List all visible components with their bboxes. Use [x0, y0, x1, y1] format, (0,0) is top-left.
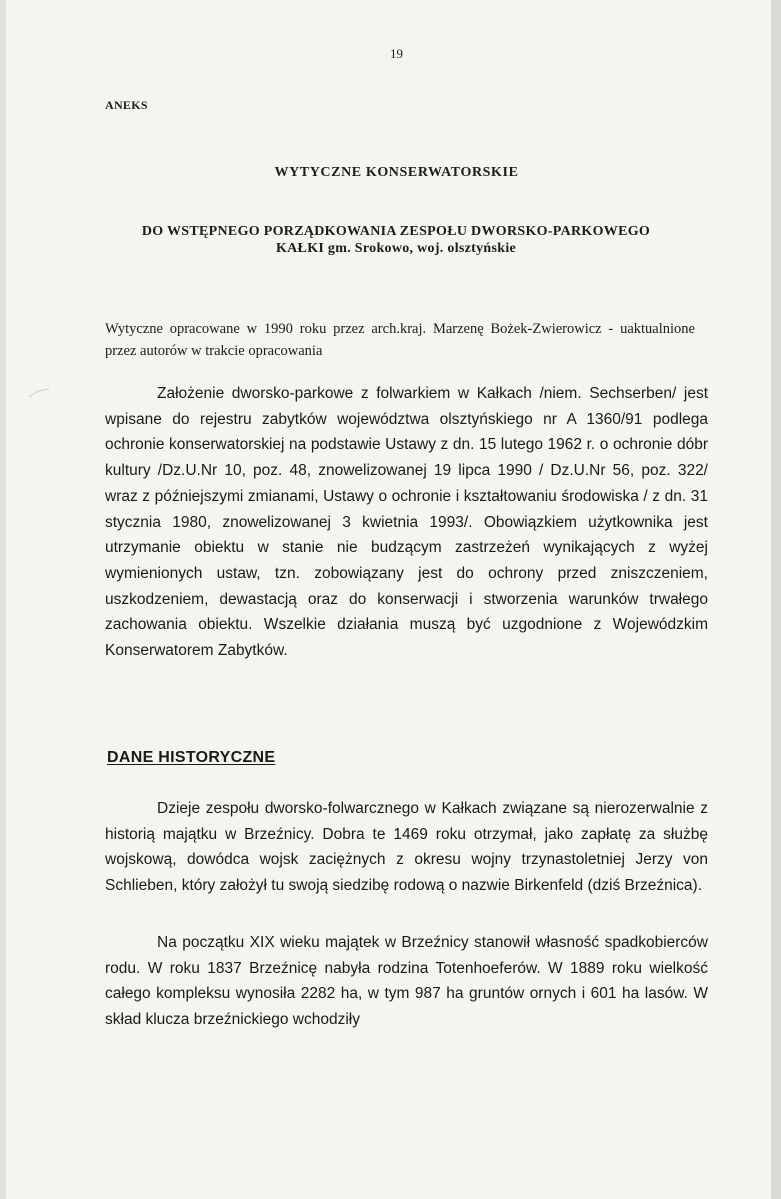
margin-pencil-mark: [28, 388, 50, 398]
paragraph-history-2: Na początku XIX wieku majątek w Brzeźnicy stanowił własność spadkobierców rodu. W roku 1837 Brzeźnicę nabyła rodzina Totenhoeferów. W 1889 roku wielkość całego kompleksu wynosiła 2282 ha, w tym 987 ha gruntów ornych i 601 ha lasów. W skład klucza brzeźnickiego wchodziły: [105, 934, 708, 1029]
author-note: Wytyczne opracowane w 1990 roku przez arch.kraj. Marzenę Bożek-Zwierowicz - uaktualnione przez autorów w trakcie opracowania: [105, 321, 695, 359]
annex-label: ANEKS: [105, 98, 148, 112]
paragraph-intro: Założenie dworsko-parkowe z folwarkiem w Kałkach /niem. Sechserben/ jest wpisane do rejestru zabytków województwa olsztyńskiego nr A 1360/91 podlega ochronie konserwatorskiej na podstawie Ustawy z dn. 15 lutego 1962 r. o ochronie dóbr kultury /Dz.U.Nr 10, poz. 48, znowelizowanej 19 lipca 1990 / Dz.U.Nr 56, poz. 322/ wraz z późniejszymi zmianami, Ustawy o ochronie i kształtowaniu środowiska / z dn. 31 stycznia 1980, znowelizowanej 3 kwietnia 1993/. Obowiązkiem użytkownika jest utrzymanie obiektu w stanie nie budzącym zastrzeżeń wynikających z wyżej wymienionych ustaw, tzn. zobowiązany jest do ochrony przed zniszczeniem, uszkodzeniem, dewastacją oraz do konserwacji i stworzenia warunków trwałego zachowania obiektu. Wszelkie działania muszą być uzgodnione z Wojewódzkim Konserwatorem Zabytków.: [105, 385, 708, 660]
subtitle-line-1: DO WSTĘPNEGO PORZĄDKOWANIA ZESPOŁU DWORSKO-PARKOWEGO: [141, 224, 651, 239]
section-heading: DANE HISTORYCZNE: [107, 749, 276, 766]
subtitle-line-2: KAŁKI gm. Srokowo, woj. olsztyńskie: [275, 241, 517, 256]
page-number: 19: [390, 46, 403, 61]
document-title: WYTYCZNE KONSERWATORSKIE: [274, 165, 519, 180]
document-subtitle: [136, 223, 656, 257]
paragraph-history-1: Dzieje zespołu dworsko-folwarcznego w Kałkach związane są nierozerwalnie z historią majątku w Brzeźnicy. Dobra te 1469 roku otrzymał, jako zapłatę za służbę wojskową, dowódca wojsk zaciężnych z okresu wojny trzynastoletniej Jerzy von Schlieben, który założył tu swoją siedzibę rodową o nazwie Birkenfeld (dziś Brzeźnica).: [105, 800, 708, 895]
